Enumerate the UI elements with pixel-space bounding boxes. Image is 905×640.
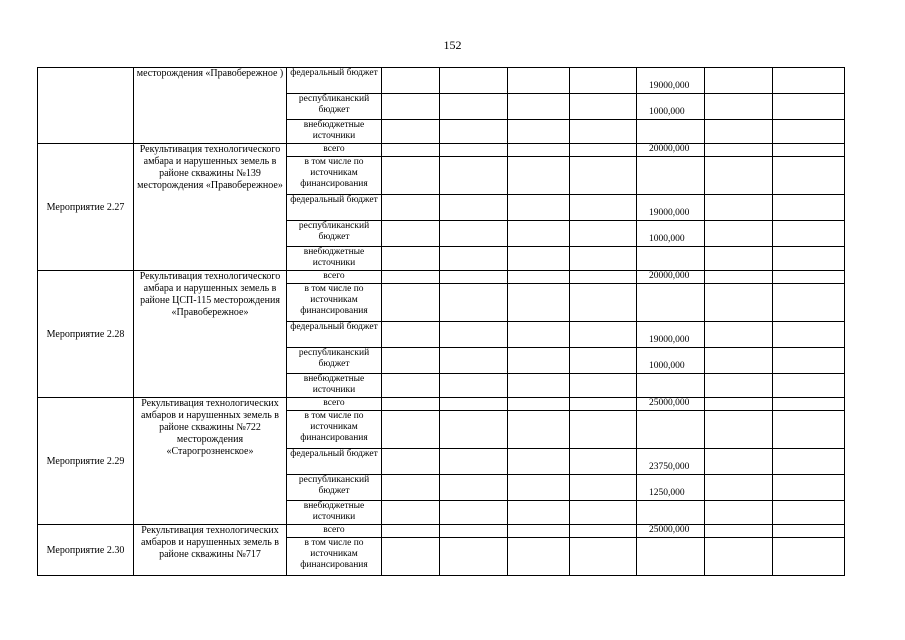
empty-cell [382,398,440,411]
amount-cell: 19000,000 [637,195,705,221]
empty-cell [570,398,637,411]
empty-cell [440,157,508,195]
empty-cell [382,538,440,576]
empty-cell [705,221,773,247]
page-number: 152 [443,38,462,52]
empty-cell [705,374,773,398]
empty-cell [382,322,440,348]
empty-cell [773,538,845,576]
empty-cell [440,284,508,322]
empty-cell [440,195,508,221]
funding-source: внебюджетные источники [287,120,382,144]
empty-cell [440,68,508,94]
empty-cell [570,525,637,538]
empty-cell [570,501,637,525]
empty-cell [508,157,570,195]
amount-cell [637,284,705,322]
budget-table [37,67,845,576]
empty-cell [440,120,508,144]
empty-cell [773,322,845,348]
empty-cell [773,271,845,284]
funding-source: в том числе по источникам финансирования [287,157,382,195]
empty-cell [440,94,508,120]
empty-cell [440,247,508,271]
funding-source: всего [287,271,382,284]
funding-source: республиканский бюджет [287,348,382,374]
empty-cell [570,538,637,576]
empty-cell [705,68,773,94]
empty-cell [773,525,845,538]
empty-cell [773,221,845,247]
empty-cell [570,221,637,247]
funding-source: республиканский бюджет [287,475,382,501]
empty-cell [508,247,570,271]
empty-cell [570,411,637,449]
empty-cell [508,68,570,94]
empty-cell [508,271,570,284]
empty-cell [570,68,637,94]
amount-cell [637,501,705,525]
empty-cell [705,157,773,195]
continuation-description: месторождения «Правобережное ) [134,68,287,144]
empty-cell [508,195,570,221]
empty-cell [570,195,637,221]
empty-cell [382,348,440,374]
empty-cell [440,525,508,538]
empty-cell [705,195,773,221]
empty-cell [705,398,773,411]
empty-cell [382,525,440,538]
empty-cell [440,449,508,475]
funding-source: в том числе по источникам финансирования [287,411,382,449]
empty-cell [440,411,508,449]
empty-cell [508,411,570,449]
empty-cell [440,501,508,525]
measure-1-label: Мероприятие 2.28 [38,271,134,398]
amount-cell: 23750,000 [637,449,705,475]
amount-cell: 19000,000 [637,322,705,348]
empty-cell [570,157,637,195]
amount-cell: 1000,000 [637,348,705,374]
empty-cell [440,538,508,576]
empty-cell [570,94,637,120]
amount-cell [637,374,705,398]
amount-cell: 20000,000 [637,271,705,284]
empty-cell [382,68,440,94]
empty-cell [382,271,440,284]
empty-cell [705,120,773,144]
empty-cell [440,475,508,501]
empty-cell [382,144,440,157]
empty-cell [705,475,773,501]
empty-cell [705,144,773,157]
amount-cell: 1250,000 [637,475,705,501]
empty-cell [705,449,773,475]
amount-cell [637,157,705,195]
empty-cell [440,348,508,374]
empty-cell [773,374,845,398]
empty-cell [508,475,570,501]
measure-2-label: Мероприятие 2.29 [38,398,134,525]
empty-cell [705,247,773,271]
amount-cell: 1000,000 [637,221,705,247]
table-row [38,525,845,538]
empty-cell [705,284,773,322]
empty-cell [382,221,440,247]
empty-cell [508,525,570,538]
measure-1-description: Рекультивация технологического амбара и нарушенных земель в районе ЦСП-115 месторождения «Правобережное» [134,271,287,398]
empty-cell [440,374,508,398]
funding-source: федеральный бюджет [287,68,382,94]
empty-cell [773,94,845,120]
funding-source: республиканский бюджет [287,94,382,120]
amount-cell: 20000,000 [637,144,705,157]
empty-cell [508,348,570,374]
empty-cell [705,501,773,525]
empty-cell [508,94,570,120]
measure-0-description: Рекультивация технологического амбара и нарушенных земель в районе скважины №139 месторождения «Правобережное» [134,144,287,271]
empty-cell [382,120,440,144]
empty-cell [382,157,440,195]
amount-cell: 25000,000 [637,525,705,538]
amount-cell [637,247,705,271]
table-row [38,398,845,411]
empty-cell [705,411,773,449]
amount-cell: 25000,000 [637,398,705,411]
empty-cell [440,398,508,411]
funding-source: федеральный бюджет [287,195,382,221]
empty-cell [705,271,773,284]
empty-cell [570,247,637,271]
empty-cell [508,322,570,348]
funding-source: внебюджетные источники [287,247,382,271]
measure-3-description: Рекультивация технологических амбаров и нарушенных земель в районе скважины №717 [134,525,287,576]
empty-cell [382,195,440,221]
table-row [38,271,845,284]
empty-cell [508,374,570,398]
table-row [38,144,845,157]
measure-0-label: Мероприятие 2.27 [38,144,134,271]
empty-cell [508,398,570,411]
measure-3-label: Мероприятие 2.30 [38,525,134,576]
empty-cell [508,284,570,322]
empty-cell [705,525,773,538]
funding-source: всего [287,525,382,538]
empty-cell [773,501,845,525]
funding-source: в том числе по источникам финансирования [287,538,382,576]
amount-cell: 19000,000 [637,68,705,94]
empty-cell [773,475,845,501]
amount-cell: 1000,000 [637,94,705,120]
empty-cell [773,157,845,195]
empty-cell [773,144,845,157]
empty-cell [570,144,637,157]
empty-cell [570,475,637,501]
empty-cell [508,538,570,576]
empty-cell [440,144,508,157]
empty-cell [508,501,570,525]
empty-cell [570,284,637,322]
funding-source: внебюджетные источники [287,501,382,525]
empty-cell [382,284,440,322]
funding-source: внебюджетные источники [287,374,382,398]
empty-cell [773,247,845,271]
empty-cell [570,348,637,374]
empty-cell [570,120,637,144]
empty-cell [382,247,440,271]
empty-cell [773,68,845,94]
empty-cell [508,221,570,247]
funding-source: федеральный бюджет [287,322,382,348]
empty-cell [382,374,440,398]
amount-cell [637,411,705,449]
empty-cell [773,398,845,411]
empty-cell [382,411,440,449]
measure-2-description: Рекультивация технологических амбаров и нарушенных земель в районе скважины №722 месторождения «Старогрозненское» [134,398,287,525]
empty-cell [570,271,637,284]
empty-cell [705,322,773,348]
funding-source: всего [287,144,382,157]
amount-cell [637,538,705,576]
funding-source: всего [287,398,382,411]
funding-source: республиканский бюджет [287,221,382,247]
empty-cell [773,120,845,144]
continuation-label [38,68,134,144]
empty-cell [773,449,845,475]
empty-cell [508,120,570,144]
empty-cell [382,449,440,475]
empty-cell [773,195,845,221]
amount-cell [637,120,705,144]
empty-cell [382,94,440,120]
empty-cell [440,221,508,247]
empty-cell [570,322,637,348]
empty-cell [382,475,440,501]
empty-cell [705,348,773,374]
empty-cell [705,94,773,120]
empty-cell [773,348,845,374]
empty-cell [570,449,637,475]
funding-source: в том числе по источникам финансирования [287,284,382,322]
empty-cell [570,374,637,398]
empty-cell [773,411,845,449]
table-row [38,68,845,94]
empty-cell [508,449,570,475]
empty-cell [440,322,508,348]
funding-source: федеральный бюджет [287,449,382,475]
empty-cell [705,538,773,576]
empty-cell [440,271,508,284]
empty-cell [773,284,845,322]
empty-cell [508,144,570,157]
empty-cell [382,501,440,525]
